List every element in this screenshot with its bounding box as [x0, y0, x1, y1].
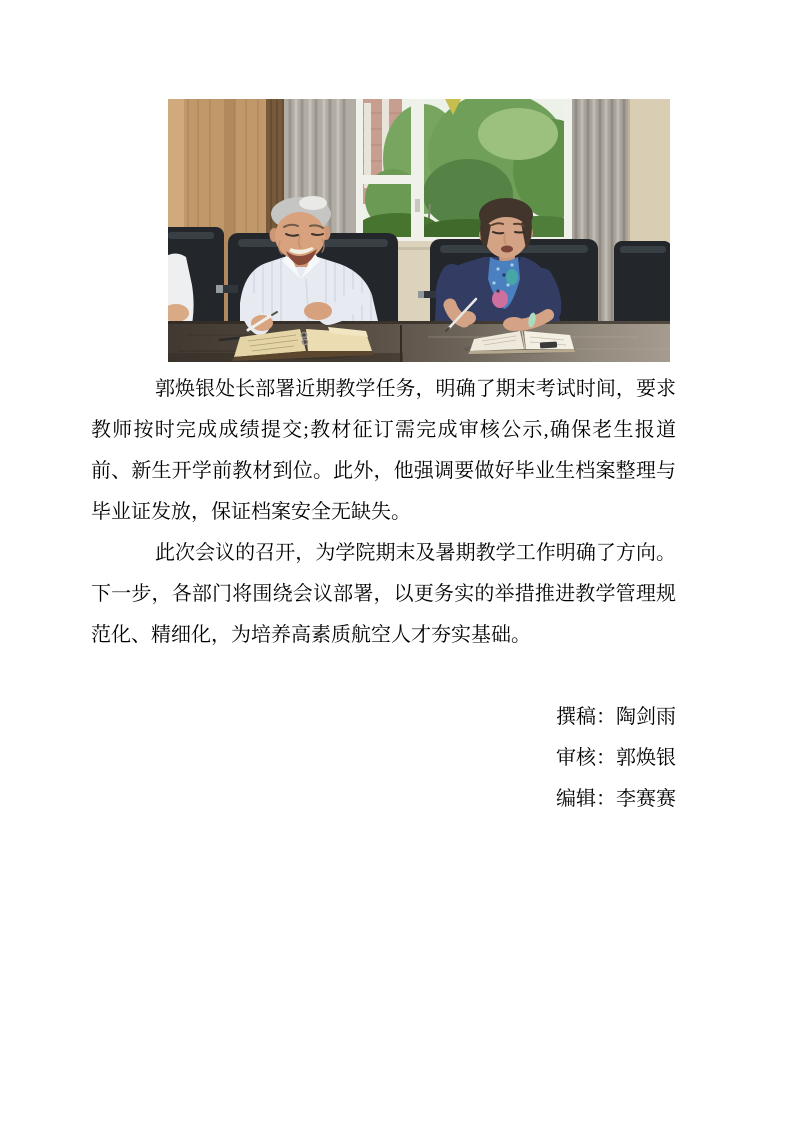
woman-mouth [501, 246, 513, 253]
credit-writer-name: 陶剑雨 [616, 706, 676, 728]
credit-reviewer-name: 郭焕银 [616, 747, 676, 769]
paragraph-2: 此次会议的召开，为学院期末及暑期教学工作明确了方向。下一步，各部门将围绕会议部署，以更务实的举措推进教学管理规范化、精细化，为培养高素质航空人才夯实基础。 [91, 542, 676, 646]
article-body [91, 369, 676, 820]
credit-reviewer [91, 738, 676, 779]
credit-editor [91, 779, 676, 820]
credit-reviewer-label: 审核： [556, 747, 616, 769]
man-left-hand [304, 302, 332, 320]
woman-right-hand [458, 311, 476, 325]
meeting-photo-illustration [168, 99, 670, 362]
window-handle [415, 199, 420, 212]
woman-left-hand [503, 317, 525, 331]
credit-editor-label: 编辑： [556, 788, 616, 810]
credit-writer-label: 撰稿： [556, 706, 616, 728]
phone-on-table [540, 342, 557, 349]
window-view [351, 99, 593, 247]
credit-writer [91, 697, 676, 738]
meeting-photo [168, 99, 670, 362]
credit-editor-name: 李赛赛 [616, 788, 676, 810]
paragraph-1: 郭焕银处长部署近期教学任务，明确了期末考试时间，要求教师按时完成成绩提交;教材征订需完成审核公示,确保老生报道前、新生开学前教材到位。此外，他强调要做好毕业生档案整理与毕业证发放，保证档案安全无缺失。 [91, 378, 676, 523]
credits-block [91, 697, 676, 820]
